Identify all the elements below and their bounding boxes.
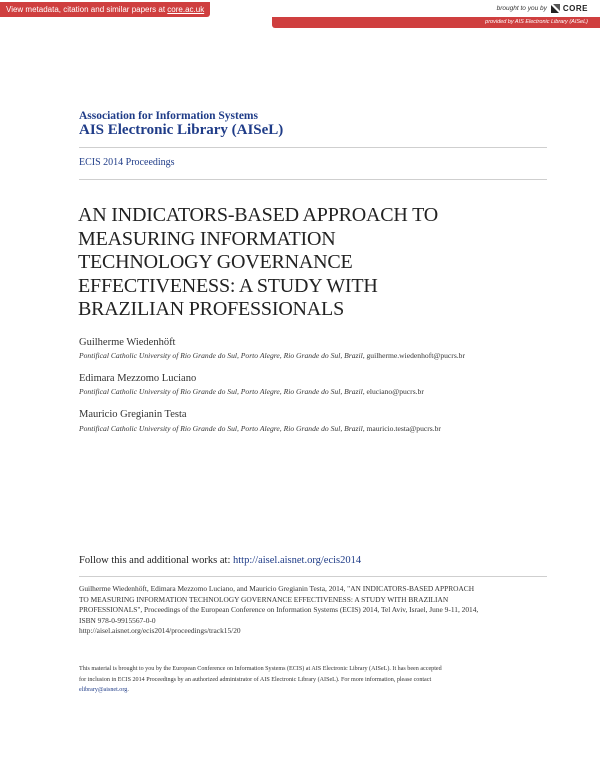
author-affiliation bbox=[79, 424, 441, 433]
author-name: Mauricio Gregianin Testa bbox=[79, 409, 187, 420]
author-email: , eluciano@pucrs.br bbox=[362, 387, 424, 396]
access-notice bbox=[79, 664, 549, 696]
citation-url[interactable]: http://aisel.aisnet.org/ecis2014/proceedings/track15/20 bbox=[79, 626, 241, 635]
notice-line: This material is brought to you by the European Conference on Information Systems (ECIS) at AIS Electronic Library (AISeL). It has been accepted bbox=[79, 666, 442, 672]
follow-url-link[interactable]: http://aisel.aisnet.org/ecis2014 bbox=[233, 555, 362, 566]
notice-trailing: . bbox=[127, 687, 129, 693]
provided-by-banner[interactable] bbox=[272, 17, 600, 28]
core-link-prefix: View metadata, citation and similar papers at bbox=[6, 5, 168, 14]
divider bbox=[79, 179, 547, 180]
author-email: , mauricio.testa@pucrs.br bbox=[362, 424, 441, 433]
title-line: MEASURING INFORMATION bbox=[78, 227, 336, 250]
recommended-citation bbox=[79, 584, 549, 637]
author-name: Guilherme Wiedenhöft bbox=[79, 337, 176, 348]
follow-label: Follow this and additional works at: bbox=[79, 555, 233, 566]
association-name[interactable]: Association for Information Systems bbox=[79, 110, 258, 122]
follow-line bbox=[79, 555, 361, 566]
citation-line: TO MEASURING INFORMATION TECHNOLOGY GOVERNANCE EFFECTIVENESS: A STUDY WITH BRAZILIAN bbox=[79, 594, 449, 604]
core-logo-icon bbox=[550, 3, 561, 14]
notice-line: for inclusion in ECIS 2014 Proceedings by an authorized administrator of AIS Electronic Library (AISeL). For more information, please contact bbox=[79, 676, 432, 683]
brought-to-you bbox=[497, 3, 588, 14]
core-logo[interactable] bbox=[550, 3, 588, 14]
title-line: BRAZILIAN PROFESSIONALS bbox=[78, 298, 344, 320]
author-affiliation bbox=[79, 387, 424, 396]
citation-line: PROFESSIONALS", Proceedings of the European Conference on Information Systems (ECIS) 2014, Tel Aviv, Israel, June 9-11, 2014, bbox=[79, 605, 479, 614]
citation-line: ISBN 978-0-9915567-0-0 bbox=[79, 615, 156, 625]
proceedings-link[interactable]: ECIS 2014 Proceedings bbox=[79, 157, 175, 168]
title-line: EFFECTIVENESS: A STUDY WITH bbox=[78, 274, 378, 297]
author-email: , guilherme.wiedenhoft@pucrs.br bbox=[362, 351, 465, 360]
title-line: TECHNOLOGY GOVERNANCE bbox=[78, 251, 353, 273]
core-logo-word: CORE bbox=[562, 4, 588, 13]
divider bbox=[79, 576, 547, 577]
author-name: Edimara Mezzomo Luciano bbox=[79, 373, 197, 384]
core-domain-link[interactable]: core.ac.uk bbox=[167, 5, 205, 14]
provided-text: provided by AIS Electronic Library (AISeL) bbox=[485, 19, 588, 25]
notice-contact bbox=[79, 685, 549, 696]
author-institution: Pontifical Catholic University of Rio Grande do Sul, Porto Alegre, Rio Grande do Sul, Brazil bbox=[79, 351, 363, 360]
author-institution: Pontifical Catholic University of Rio Grande do Sul, Porto Alegre, Rio Grande do Sul, Brazil bbox=[79, 387, 363, 396]
top-banner bbox=[0, 0, 600, 25]
brought-text: brought to you by bbox=[496, 5, 547, 12]
paper-title bbox=[78, 204, 538, 322]
divider bbox=[79, 147, 547, 148]
contact-email-link[interactable]: elibrary@aisnet.org bbox=[79, 687, 128, 693]
author-institution: Pontifical Catholic University of Rio Grande do Sul, Porto Alegre, Rio Grande do Sul, Brazil bbox=[79, 424, 363, 433]
author-affiliation bbox=[79, 351, 465, 360]
core-metadata-link[interactable] bbox=[0, 2, 210, 17]
citation-line: Guilherme Wiedenhöft, Edimara Mezzomo Luciano, and Mauricio Gregianin Testa, 2014, "AN INDICATORS-BASED APPROACH bbox=[79, 584, 475, 593]
library-name[interactable]: AIS Electronic Library (AISeL) bbox=[79, 122, 284, 138]
title-line: AN INDICATORS-BASED APPROACH TO bbox=[78, 204, 438, 226]
